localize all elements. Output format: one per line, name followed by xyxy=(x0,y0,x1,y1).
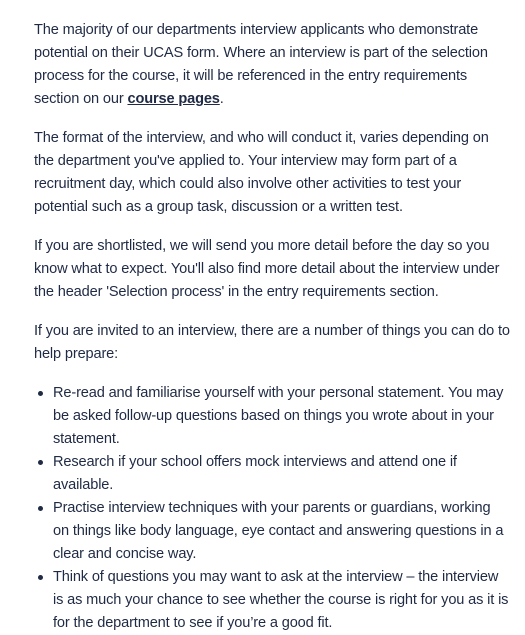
list-item-text: Research if your school offers mock interviews and attend one if available. xyxy=(53,454,457,493)
list-item xyxy=(53,451,510,497)
bullet-icon xyxy=(38,575,43,580)
bullet-icon xyxy=(38,460,43,465)
bullet-icon xyxy=(38,391,43,396)
article-body xyxy=(34,19,510,635)
paragraph-interview-format: The format of the interview, and who will conduct it, varies depending on the department you've applied to. Your interview may form part of a recruitment day, which could also involve other activities to test your potential such as a group task, discussion or a written test. xyxy=(34,130,489,215)
paragraph-intro-text: The majority of our departments interview applicants who demonstrate potential on their UCAS form. Where an interview is part of the selection process for the course, it will be referenced in the entry requirements section on our xyxy=(34,22,488,107)
paragraph-shortlisted: If you are shortlisted, we will send you more detail before the day so you know what to expect. You'll also find more detail about the interview under the header 'Selection process' in the entry requirements section. xyxy=(34,238,500,300)
list-item xyxy=(53,382,510,451)
list-item-text: Re-read and familiarise yourself with your personal statement. You may be asked follow-up questions based on things you wrote about in your statement. xyxy=(53,385,504,447)
list-item xyxy=(53,566,510,635)
preparation-tips-list xyxy=(34,382,510,635)
paragraph-intro-end: . xyxy=(219,91,224,107)
paragraph-interview-intro xyxy=(34,19,510,111)
course-pages-link[interactable]: course pages xyxy=(127,91,220,107)
bullet-icon xyxy=(38,506,43,511)
paragraph-prepare-intro: If you are invited to an interview, there are a number of things you can do to help prepare: xyxy=(34,323,510,362)
list-item xyxy=(53,497,510,566)
list-item-text: Practise interview techniques with your parents or guardians, working on things like body language, eye contact and answering questions in a clear and concise way. xyxy=(53,500,504,562)
list-item-text: Think of questions you may want to ask at the interview – the interview is as much your chance to see whether the course is right for you as it is for the department to see if you’re a good fit. xyxy=(53,569,509,631)
